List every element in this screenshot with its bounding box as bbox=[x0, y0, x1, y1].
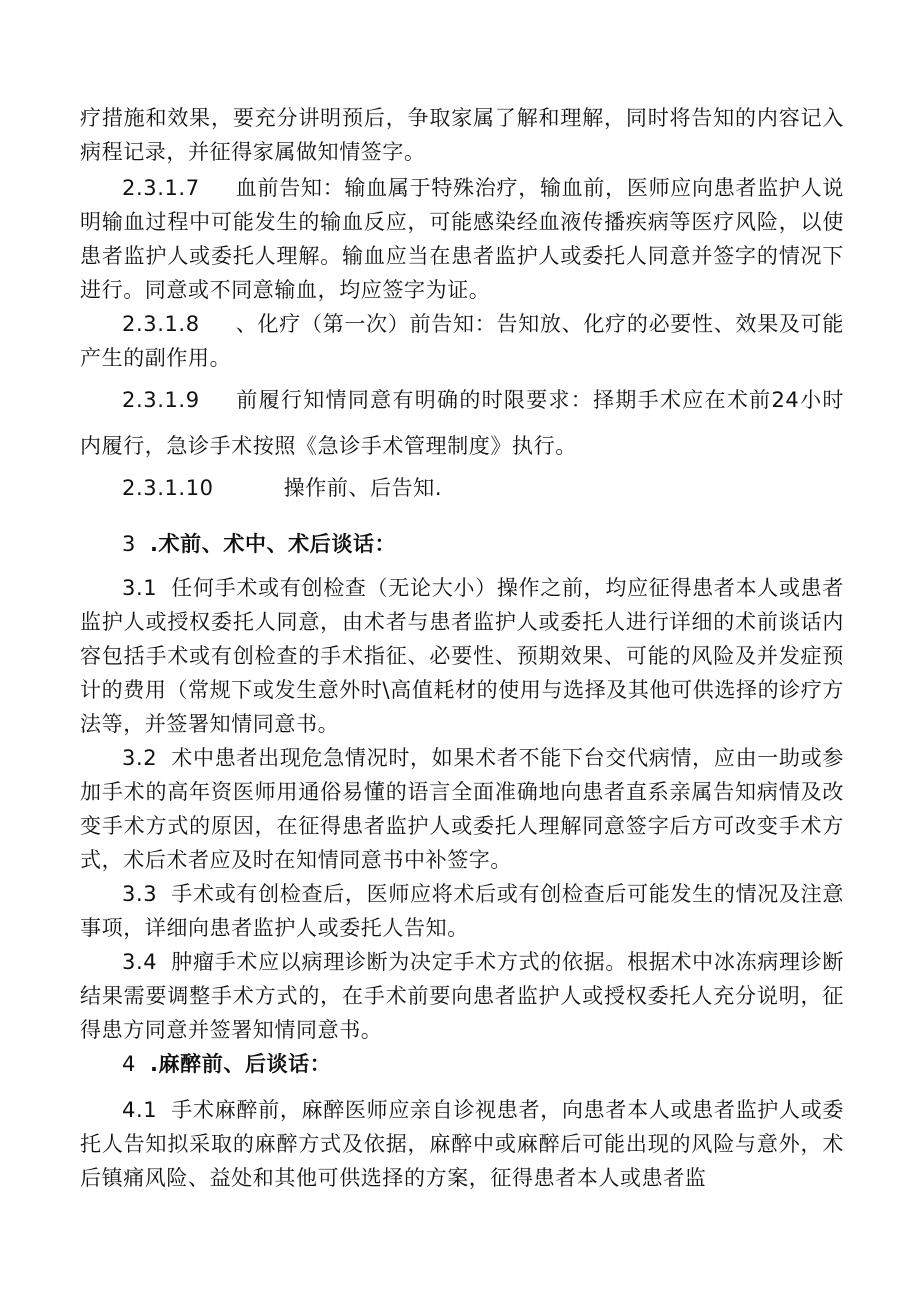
clause-number: 2.3.1.10 bbox=[122, 476, 214, 500]
paragraph-continuation bbox=[80, 101, 844, 169]
paragraph-4-1 bbox=[80, 1093, 844, 1195]
section-title: .麻醉前、后谈话： bbox=[149, 1052, 332, 1076]
paragraph-text: 疗措施和效果，要充分讲明预后，争取家属了解和理解，同时将告知的内容记入病程记录，并征得家属做知情签字。 bbox=[80, 106, 844, 164]
paragraph-3-1 bbox=[80, 571, 844, 741]
clause-number: 2.3.1.7 bbox=[122, 176, 200, 200]
clause-text: 任何手术或有创检查（无论大小）操作之前，均应征得患者本人或患者监护人或授权委托人同意，由术者与患者监护人或委托人进行详细的术前谈话内容包括手术或有创检查的手术指征、必要性、预期效果、可能的风险及并发症预计的费用（常规下或发生意外时\高值耗材的使用与选择及其他可供选择的诊疗方法等，并签署知情同意书。 bbox=[80, 576, 844, 736]
section-3-heading bbox=[122, 527, 396, 561]
section-4-heading bbox=[122, 1047, 331, 1081]
clause-text: 血前告知：输血属于特殊治疗，输血前，医师应向患者监护人说明输血过程中可能发生的输血反应，可能感染经血液传播疾病等医疗风险，以使患者监护人或委托人理解。输血应当在患者监护人或委托人同意并签字的情况下进行。同意或不同意输血，均应签字为证。 bbox=[80, 176, 844, 302]
paragraph-2-3-1-8 bbox=[80, 307, 844, 375]
clause-text: 肿瘤手术应以病理诊断为决定手术方式的依据。根据术中冰冻病理诊断结果需要调整手术方式的，在手术前要向患者监护人或授权委托人充分说明，征得患方同意并签署知情同意书。 bbox=[80, 950, 844, 1042]
clause-text: 手术麻醉前，麻醉医师应亲自诊视患者，向患者本人或患者监护人或委托人告知拟采取的麻醉方式及依据，麻醉中或麻醉后可能出现的风险与意外，术后镇痛风险、益处和其他可供选择的方案，征得患者本人或患者监 bbox=[80, 1098, 844, 1190]
clause-text: 前履行知情同意有明确的时限要求：择期手术应在术前24小时内履行，急诊手术按照《急诊手术管理制度》执行。 bbox=[80, 388, 844, 458]
paragraph-3-4 bbox=[80, 945, 844, 1047]
clause-number: 3.2 bbox=[122, 746, 158, 770]
clause-number: 3.4 bbox=[122, 950, 158, 974]
paragraph-2-3-1-10 bbox=[80, 471, 844, 505]
paragraph-2-3-1-7 bbox=[80, 171, 844, 307]
clause-text: 操作前、后告知. bbox=[283, 476, 443, 500]
clause-number: 3.3 bbox=[122, 882, 158, 906]
clause-text: 、化疗（第一次）前告知：告知放、化疗的必要性、效果及可能产生的副作用。 bbox=[80, 312, 844, 370]
paragraph-2-3-1-9 bbox=[80, 377, 844, 469]
clause-number: 2.3.1.8 bbox=[122, 312, 200, 336]
paragraph-3-3 bbox=[80, 877, 844, 945]
paragraph-3-2 bbox=[80, 741, 844, 877]
clause-number: 4.1 bbox=[122, 1098, 158, 1122]
clause-number: 3.1 bbox=[122, 576, 158, 600]
section-number: 4 bbox=[122, 1052, 136, 1076]
clause-text: 术中患者出现危急情况时，如果术者不能下台交代病情，应由一助或参加手术的高年资医师用通俗易懂的语言全面准确地向患者直系亲属告知病情及改变手术方式的原因，在征得患者监护人或委托人理解同意签字后方可改变手术方式，术后术者应及时在知情同意书中补签字。 bbox=[80, 746, 844, 872]
section-title: .术前、术中、术后谈话： bbox=[149, 532, 397, 556]
clause-number: 2.3.1.9 bbox=[122, 388, 200, 412]
section-number: 3 bbox=[122, 532, 136, 556]
clause-text: 手术或有创检查后，医师应将术后或有创检查后可能发生的情况及注意事项，详细向患者监护人或委托人告知。 bbox=[80, 882, 844, 940]
